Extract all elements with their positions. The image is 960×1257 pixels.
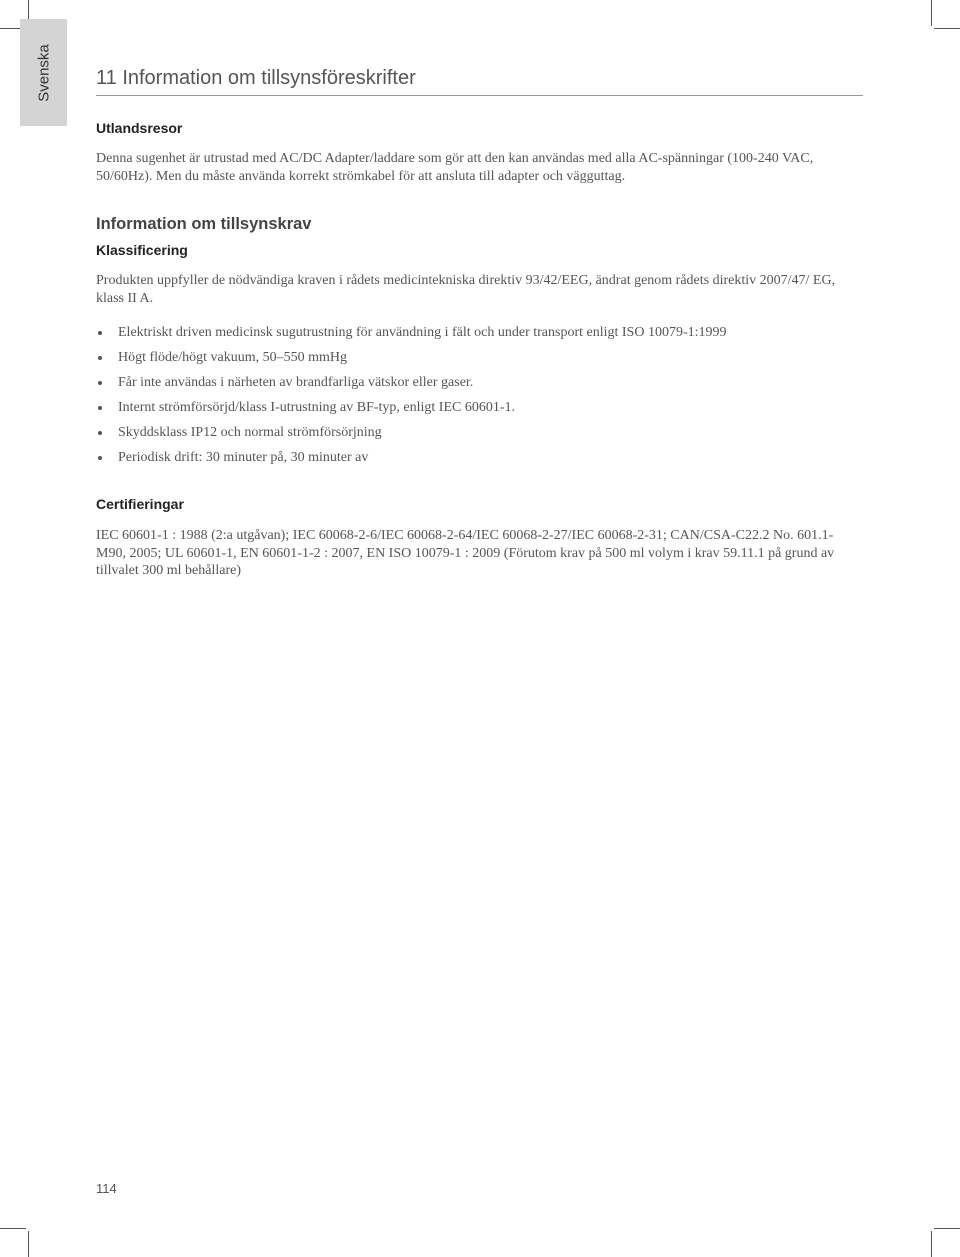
list-item-text: Skyddsklass IP12 och normal strömförsörjning [118,425,382,440]
regulatory-heading: Information om tillsynskrav [96,215,312,233]
list-item [96,449,856,474]
list-item-text: Periodisk drift: 30 minuter på, 30 minuter av [118,450,369,465]
list-item [96,399,856,424]
main-content [96,118,856,580]
classification-list [96,324,856,474]
classification-text: Produkten uppfyller de nödvändiga kraven i rådets medicintekniska direktiv 93/42/EEG, ändrat genom rådets direktiv 2007/47/ EG, klass II A. [96,273,836,306]
crop-mark [931,1231,932,1257]
bullet-icon [98,406,102,410]
language-tab [20,19,67,126]
crop-mark [28,1231,29,1257]
classification-heading: Klassificering [96,242,188,258]
language-tab-label: Svenska [35,43,52,102]
list-item-text: Högt flöde/högt vakuum, 50–550 mmHg [118,350,348,365]
chapter-title: 11 Information om tillsynsföreskrifter [96,67,416,89]
crop-mark [0,1228,26,1229]
list-item [96,349,856,374]
list-item [96,374,856,399]
bullet-icon [98,456,102,460]
chapter-divider [96,95,863,96]
travel-heading: Utlandsresor [96,120,183,136]
crop-mark [934,1228,960,1229]
page-number: 114 [96,1181,117,1196]
crop-mark [934,28,960,29]
certifications-text: IEC 60601-1 : 1988 (2:a utgåvan); IEC 60068-2-6/IEC 60068-2-64/IEC 60068-2-27/IEC 60068-2-31; CAN/CSA-C22.2 No. 601.1-M90, 2005; UL 60601-1, EN 60601-1-2 : 2007, EN ISO 10079-1 : 2009 (Förutom krav på 500 ml volym i krav 59.11.1 på grund av tillvalet 300 ml behållare) [96,528,835,578]
crop-mark [931,0,932,26]
bullet-icon [98,356,102,360]
bullet-icon [98,431,102,435]
bullet-icon [98,331,102,335]
list-item-text: Får inte användas i närheten av brandfarliga vätskor eller gaser. [118,375,474,390]
list-item [96,324,856,349]
list-item [96,424,856,449]
bullet-icon [98,381,102,385]
list-item-text: Elektriskt driven medicinsk sugutrustning för användning i fält och under transport enligt ISO 10079-1:1999 [118,325,727,340]
travel-text: Denna sugenhet är utrustad med AC/DC Adapter/laddare som gör att den kan användas med alla AC-spänningar (100-240 VAC, 50/60Hz). Men du måste använda korrekt strömkabel för att ansluta till adapter och vägguttag. [96,151,814,184]
list-item-text: Internt strömförsörjd/klass I-utrustning av BF-typ, enligt IEC 60601-1. [118,400,516,415]
certifications-heading: Certifieringar [96,496,184,512]
